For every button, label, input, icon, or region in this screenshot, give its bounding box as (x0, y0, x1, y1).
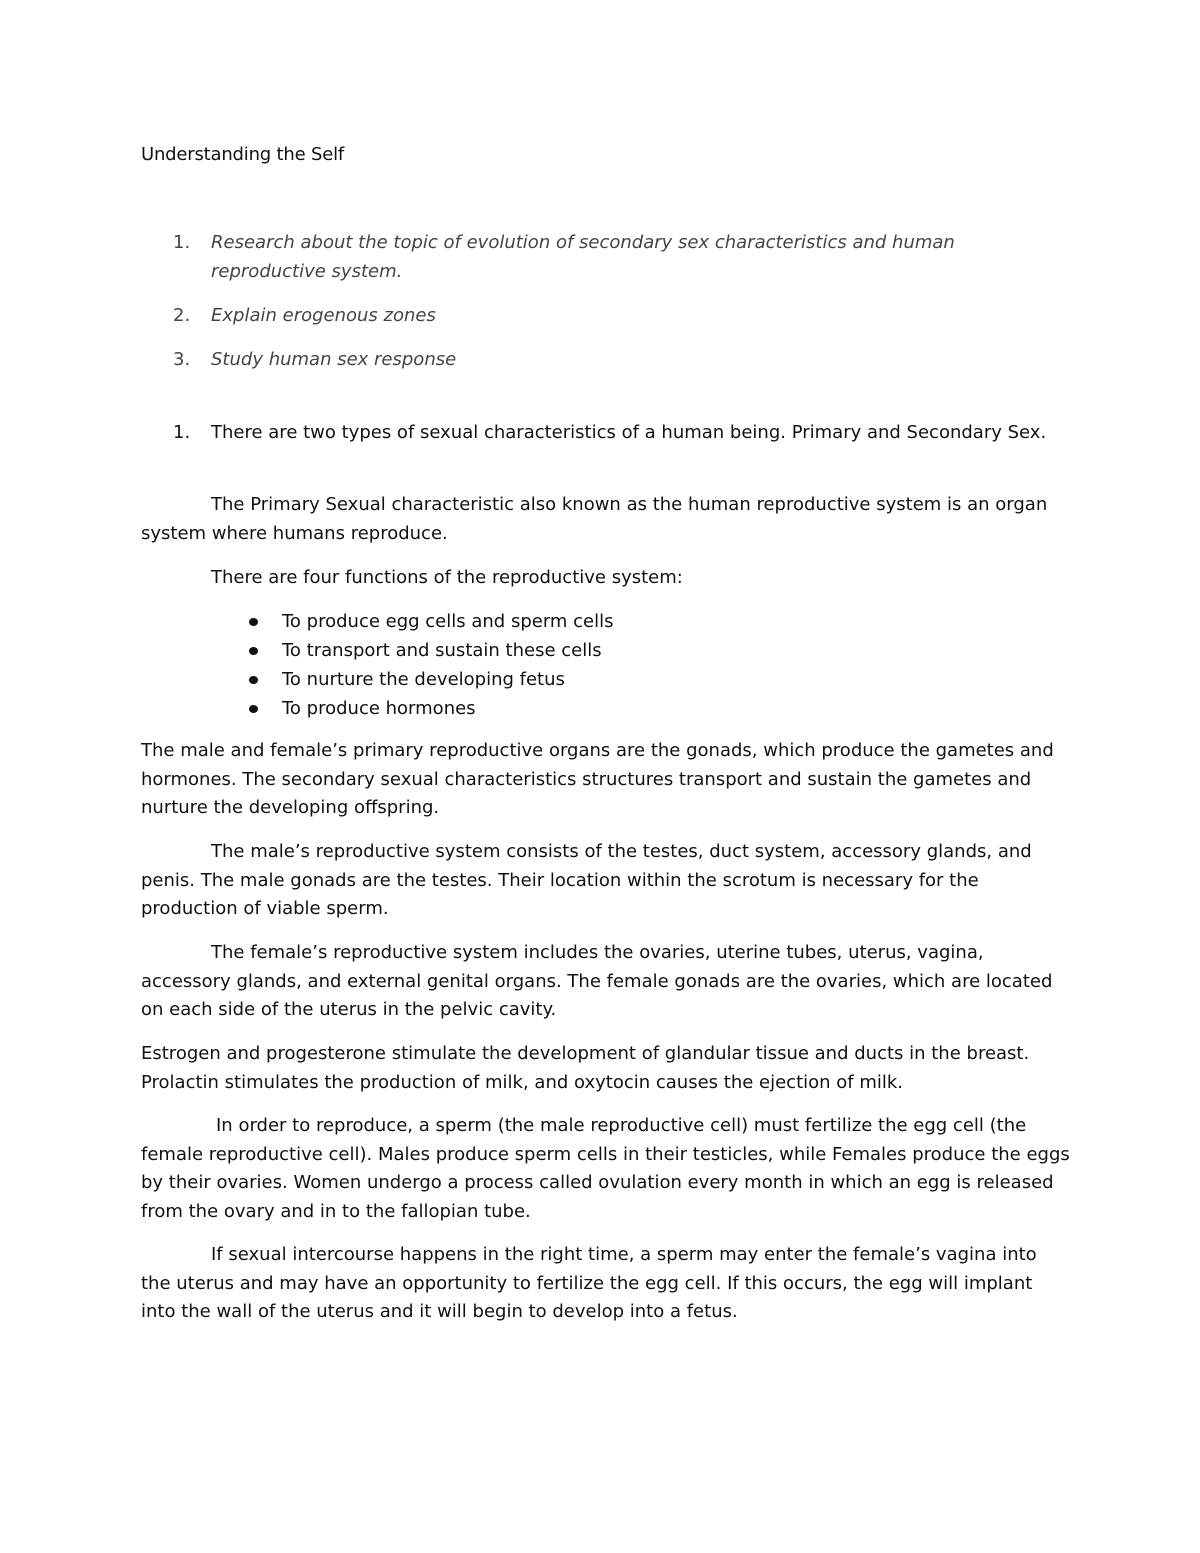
paragraph-intercourse: If sexual intercourse happens in the right time, a sperm may enter the female’s vagina into the uterus and may have an opportunity to fertilize the egg cell. If this occurs, the egg will implant into the wall of the uterus and it will begin to develop into a fetus. (141, 1244, 1037, 1322)
question-text: Explain erogenous zones (211, 305, 436, 326)
paragraph-reproduction: In order to reproduce, a sperm (the male reproductive cell) must fertilize the egg cell (the female reproductive cell). Males produce sperm cells in their testicles, while Females produce the eggs by their ovaries. Women undergo a process called ovulation every month in which an egg is released from the ovary and in to the fallopian tube. (141, 1115, 1070, 1222)
list-item: To produce egg cells and sperm cells (141, 607, 614, 636)
document-title: Understanding the Self (141, 144, 345, 165)
list-item: To transport and sustain these cells (141, 636, 614, 665)
answer-item (141, 419, 1071, 448)
question-text: Study human sex response (211, 349, 457, 370)
functions-list (141, 607, 614, 723)
question-text: Research about the topic of evolution of secondary sex characteristics and human reproductive system. (211, 232, 955, 282)
question-item (141, 346, 1071, 375)
question-number: 1. (173, 232, 191, 253)
paragraph-female-system: The female’s reproductive system includes the ovaries, uterine tubes, uterus, vagina, accessory glands, and external genital organs. The female gonads are the ovaries, which are located on each side of the uterus in the pelvic cavity. (141, 942, 1053, 1020)
paragraph-gonads: The male and female’s primary reproductive organs are the gonads, which produce the gametes and hormones. The secondary sexual characteristics structures transport and sustain the gametes and nurture the developing offspring. (141, 740, 1054, 818)
bullet-icon (249, 647, 258, 655)
bullet-icon (249, 705, 258, 713)
question-item (141, 302, 1071, 331)
answer-text: There are two types of sexual characteristics of a human being. Primary and Secondary Sex. (211, 422, 1047, 443)
paragraph-primary: The Primary Sexual characteristic also known as the human reproductive system is an organ system where humans reproduce. (141, 494, 1048, 544)
functions-intro: There are four functions of the reproductive system: (211, 567, 683, 588)
list-item: To nurture the developing fetus (141, 665, 614, 694)
paragraph-hormones: Estrogen and progesterone stimulate the development of glandular tissue and ducts in the breast. Prolactin stimulates the production of milk, and oxytocin causes the ejection of milk. (141, 1043, 1030, 1093)
answer-number: 1. (173, 422, 191, 443)
bullet-icon (249, 618, 258, 626)
list-item: To produce hormones (141, 694, 614, 723)
question-item (141, 229, 1071, 286)
paragraph-male-system: The male’s reproductive system consists of the testes, duct system, accessory glands, and penis. The male gonads are the testes. Their location within the scrotum is necessary for the production of viable sperm. (141, 841, 1032, 919)
question-number: 2. (173, 305, 191, 326)
question-number: 3. (173, 349, 191, 370)
bullet-icon (249, 676, 258, 684)
